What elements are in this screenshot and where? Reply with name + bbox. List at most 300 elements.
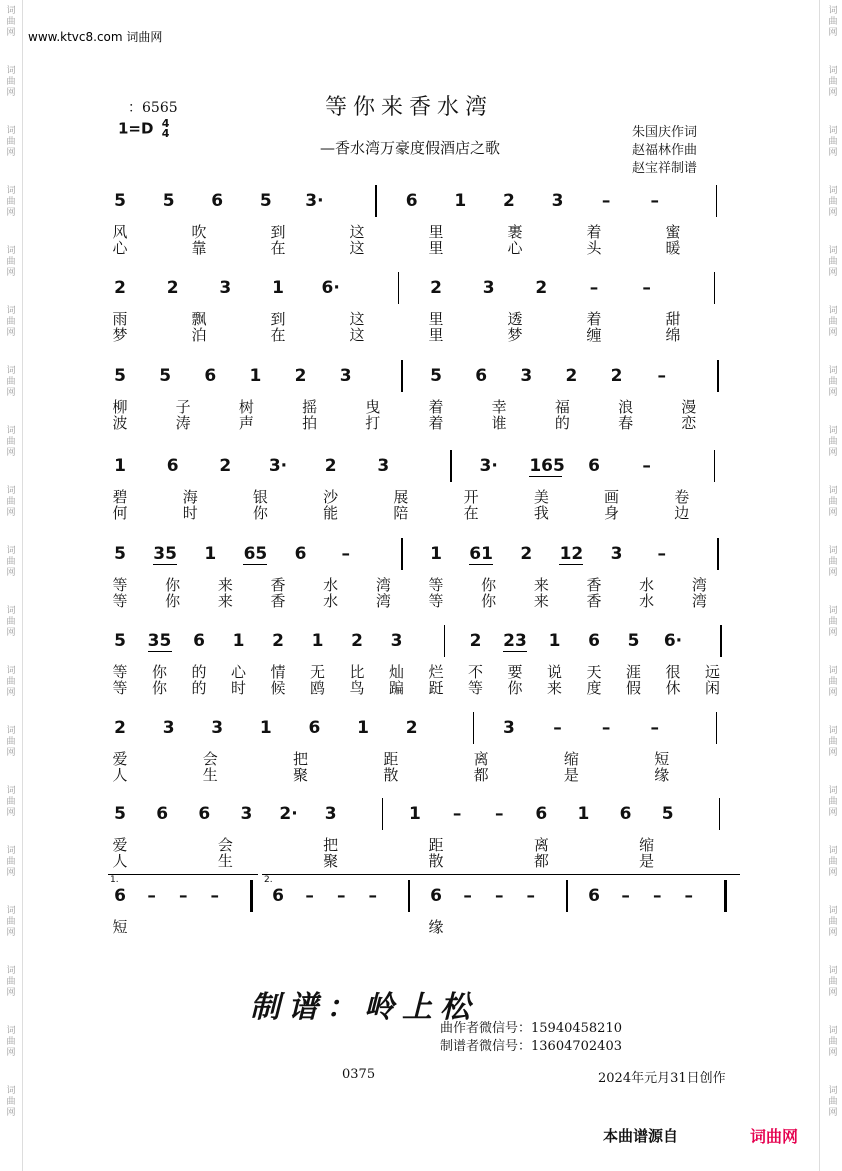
note: 35 bbox=[153, 544, 177, 564]
lyric: 假 bbox=[625, 679, 641, 697]
lyric: 等 bbox=[428, 576, 444, 594]
note: 61 bbox=[469, 544, 493, 564]
note: – bbox=[684, 886, 694, 906]
watermark-text: 词 曲 网 bbox=[828, 306, 838, 338]
note: 2 bbox=[503, 191, 515, 211]
lyric: 水 bbox=[323, 576, 339, 594]
lyric: 灿 bbox=[388, 663, 404, 681]
note: 6 bbox=[475, 366, 488, 386]
note: 2 bbox=[114, 278, 126, 298]
note: – bbox=[147, 886, 156, 906]
lyric: 香 bbox=[586, 576, 602, 594]
note: 1 bbox=[114, 456, 126, 476]
lyric: 你 bbox=[481, 576, 497, 594]
lyric: 透 bbox=[507, 310, 523, 328]
lyric: 恋 bbox=[681, 414, 697, 432]
lyric: 人 bbox=[112, 766, 128, 784]
lyric: 画 bbox=[604, 488, 620, 506]
watermark-text: 词 曲 网 bbox=[6, 126, 16, 158]
lyric: 香 bbox=[270, 592, 286, 610]
score-line bbox=[0, 712, 842, 792]
note: 6 bbox=[405, 191, 418, 211]
note: 2 bbox=[430, 278, 442, 298]
note: 2 bbox=[114, 718, 126, 738]
bar-line bbox=[716, 185, 718, 217]
lyric: 湾 bbox=[375, 592, 391, 610]
lyric: 你 bbox=[507, 679, 523, 697]
watermark-text: 词 曲 网 bbox=[6, 246, 16, 278]
lyric: 涛 bbox=[175, 414, 191, 432]
score-line bbox=[0, 450, 842, 530]
bar-line bbox=[714, 450, 716, 482]
watermark-text: 词 曲 网 bbox=[828, 1026, 838, 1058]
note: 3 bbox=[377, 456, 390, 476]
source-label: 本曲谱源自 bbox=[603, 1127, 679, 1145]
lyric: 距 bbox=[383, 750, 399, 768]
lyric: 你 bbox=[481, 592, 497, 610]
note: 2 bbox=[324, 456, 337, 476]
note: 5 bbox=[159, 366, 172, 386]
note: – bbox=[553, 718, 562, 738]
note: 6 bbox=[535, 804, 548, 824]
lyric: 不 bbox=[467, 663, 483, 681]
lyric: 拍 bbox=[302, 414, 318, 432]
lyric: 幸 bbox=[491, 398, 507, 416]
watermark-text: 词 曲 网 bbox=[6, 726, 16, 758]
lyric: 等 bbox=[428, 592, 444, 610]
note: – bbox=[642, 456, 651, 476]
lyric: 着 bbox=[428, 414, 444, 432]
note: 35 bbox=[147, 631, 172, 651]
lyric: 等 bbox=[467, 679, 483, 697]
lyric: 到 bbox=[270, 223, 286, 241]
lyric: 春 bbox=[618, 414, 634, 432]
lyric: 把 bbox=[323, 836, 339, 854]
bar-line bbox=[473, 712, 475, 744]
note: – bbox=[341, 544, 350, 564]
note: 3· bbox=[268, 456, 288, 476]
note: 6 bbox=[619, 804, 632, 824]
time-top: 4 bbox=[161, 117, 170, 130]
lyric: 等 bbox=[112, 592, 128, 610]
note: 3 bbox=[390, 631, 403, 651]
lyric: 爱 bbox=[112, 836, 128, 854]
lyric: 碧 bbox=[112, 488, 128, 506]
lyric: 烂 bbox=[428, 663, 444, 681]
note: 6 bbox=[198, 804, 211, 824]
lyric: 来 bbox=[217, 592, 233, 610]
note: 6 bbox=[114, 886, 126, 906]
lyric: 里 bbox=[428, 310, 444, 328]
note: 1 bbox=[430, 544, 442, 564]
score-line bbox=[0, 875, 842, 960]
note: 5 bbox=[259, 191, 272, 211]
lyric: 着 bbox=[586, 310, 602, 328]
lyric: 都 bbox=[533, 852, 549, 870]
note: 3 bbox=[240, 804, 253, 824]
note: 1 bbox=[357, 718, 369, 738]
note: – bbox=[650, 718, 660, 738]
lyric: 闲 bbox=[704, 679, 720, 697]
note: 2· bbox=[279, 804, 298, 824]
source-site-link[interactable]: 词曲网 bbox=[750, 1127, 799, 1146]
note: 3 bbox=[211, 718, 224, 738]
lyric: 心 bbox=[230, 663, 246, 681]
watermark-text: 词 曲 网 bbox=[828, 1086, 838, 1118]
lyric: 这 bbox=[349, 239, 365, 257]
note: 2 bbox=[351, 631, 363, 651]
lyric: 会 bbox=[202, 750, 218, 768]
lyric: 等 bbox=[112, 576, 128, 594]
lyric: 生 bbox=[217, 852, 233, 870]
lyric: 你 bbox=[165, 576, 181, 594]
lyric: 在 bbox=[270, 239, 286, 257]
lyric: 散 bbox=[428, 852, 444, 870]
watermark-text: 词 曲 网 bbox=[828, 6, 838, 38]
score-line bbox=[0, 625, 842, 705]
note: – bbox=[494, 804, 504, 824]
lyric: 聚 bbox=[293, 766, 309, 784]
site-header[interactable] bbox=[28, 28, 162, 45]
lyric: 蹁 bbox=[388, 679, 404, 697]
watermark-text: 词 曲 网 bbox=[6, 906, 16, 938]
lyric: 人 bbox=[112, 852, 128, 870]
watermark-text: 词 曲 网 bbox=[6, 306, 16, 338]
lyric: 候 bbox=[270, 679, 286, 697]
lyric: 离 bbox=[533, 836, 549, 854]
bar-line bbox=[382, 798, 384, 830]
note: 23 bbox=[503, 631, 527, 651]
watermark-text: 词 曲 网 bbox=[6, 366, 16, 398]
lyric: 缘 bbox=[654, 766, 670, 784]
note: 1 bbox=[548, 631, 561, 651]
lyric: 打 bbox=[365, 414, 381, 432]
lyric: 比 bbox=[349, 663, 365, 681]
note: – bbox=[336, 886, 346, 906]
watermark-text: 词 曲 网 bbox=[6, 486, 16, 518]
lyric: 摇 bbox=[302, 398, 318, 416]
lyric: 绵 bbox=[665, 326, 681, 344]
note: 6 bbox=[588, 456, 600, 476]
lyric: 度 bbox=[586, 679, 602, 697]
note: 2 bbox=[219, 456, 232, 476]
lyric: 能 bbox=[323, 504, 339, 522]
lyric: 等 bbox=[112, 663, 128, 681]
bar-line bbox=[717, 538, 719, 570]
site-name[interactable]: 词曲网 bbox=[126, 30, 163, 44]
lyric: 暖 bbox=[665, 239, 681, 257]
lyric: 银 bbox=[252, 488, 268, 506]
watermark-text: 词 曲 网 bbox=[828, 366, 838, 398]
note: 6· bbox=[663, 631, 683, 651]
lyric: 里 bbox=[428, 326, 444, 344]
contact-info bbox=[440, 1020, 622, 1056]
lyric: 在 bbox=[463, 504, 479, 522]
lyric: 这 bbox=[349, 326, 365, 344]
lyric: 会 bbox=[217, 836, 233, 854]
note: – bbox=[210, 886, 220, 906]
note: 5 bbox=[114, 631, 126, 651]
score-line bbox=[0, 185, 842, 265]
lyric: 短 bbox=[654, 750, 670, 768]
arranger-wechat: 制谱者微信号：13604702403 bbox=[440, 1039, 622, 1054]
lyric: 风 bbox=[112, 223, 128, 241]
watermark-text: 词 曲 网 bbox=[828, 906, 838, 938]
note: 6· bbox=[321, 278, 340, 298]
score-line bbox=[0, 360, 842, 440]
note: 6 bbox=[272, 886, 284, 906]
note: 5 bbox=[162, 191, 175, 211]
lyric: 远 bbox=[704, 663, 720, 681]
lyric: 水 bbox=[639, 592, 655, 610]
key-signature bbox=[118, 119, 169, 139]
bar-line bbox=[375, 185, 377, 217]
note: 2 bbox=[272, 631, 284, 651]
lyric: 沙 bbox=[323, 488, 339, 506]
lyric: 来 bbox=[533, 576, 549, 594]
lyric: 谁 bbox=[491, 414, 507, 432]
note: 165 bbox=[529, 456, 565, 476]
lyric: 湾 bbox=[691, 576, 707, 594]
note: 65 bbox=[243, 544, 268, 564]
lyric: 浪 bbox=[618, 398, 634, 416]
lyric: 卷 bbox=[674, 488, 690, 506]
lyric: 聚 bbox=[323, 852, 339, 870]
lyric: 陪 bbox=[393, 504, 409, 522]
volta-bracket: 2. bbox=[262, 874, 740, 889]
lyric: 梦 bbox=[507, 326, 523, 344]
note: 2 bbox=[469, 631, 482, 651]
lyric: 你 bbox=[151, 679, 167, 697]
lyric: 缘 bbox=[428, 918, 444, 936]
lyric: 裹 bbox=[507, 223, 523, 241]
note: 3 bbox=[551, 191, 564, 211]
note: 5 bbox=[430, 366, 442, 386]
lyric: 散 bbox=[383, 766, 399, 784]
song-title: 等你来香水湾 bbox=[325, 95, 494, 120]
note: – bbox=[463, 886, 472, 906]
note: 6 bbox=[166, 456, 179, 476]
lyric: 海 bbox=[182, 488, 198, 506]
note: 5 bbox=[114, 804, 126, 824]
lyric: 你 bbox=[165, 592, 181, 610]
note: – bbox=[452, 804, 462, 824]
lyric: 着 bbox=[586, 223, 602, 241]
lyric: 里 bbox=[428, 223, 444, 241]
key-label: 1=D bbox=[118, 119, 154, 138]
note: 5 bbox=[627, 631, 640, 651]
watermark-text: 词 曲 网 bbox=[828, 966, 838, 998]
lyric: 美 bbox=[533, 488, 549, 506]
lyric: 漫 bbox=[681, 398, 697, 416]
watermark-text: 词 曲 网 bbox=[828, 426, 838, 458]
lyric: 鸟 bbox=[349, 679, 365, 697]
lyric: 你 bbox=[252, 504, 268, 522]
lyric: 声 bbox=[238, 414, 254, 432]
lyric: 吹 bbox=[191, 223, 207, 241]
lyric: 香 bbox=[586, 592, 602, 610]
lyric: 都 bbox=[473, 766, 489, 784]
note: 2 bbox=[294, 366, 307, 386]
lyric: 曳 bbox=[365, 398, 381, 416]
bar-line bbox=[716, 712, 718, 744]
watermark-text: 词 曲 网 bbox=[828, 786, 838, 818]
note: 2 bbox=[166, 278, 179, 298]
note: 12 bbox=[559, 544, 584, 564]
score-code: ：6565 bbox=[128, 100, 178, 116]
site-url[interactable]: www.ktvc8.com bbox=[28, 30, 123, 44]
lyric: 树 bbox=[238, 398, 254, 416]
note: 1 bbox=[454, 191, 467, 211]
lyric: 边 bbox=[674, 504, 690, 522]
note: – bbox=[601, 718, 611, 738]
note: 3 bbox=[503, 718, 515, 738]
note: 3 bbox=[219, 278, 232, 298]
lyric: 心 bbox=[112, 239, 128, 257]
score-line bbox=[0, 538, 842, 618]
note: – bbox=[368, 886, 378, 906]
score-line bbox=[0, 798, 842, 878]
lyric: 休 bbox=[665, 679, 681, 697]
note: – bbox=[178, 886, 188, 906]
watermark-text: 词 曲 网 bbox=[828, 726, 838, 758]
lyric: 来 bbox=[217, 576, 233, 594]
lyric: 说 bbox=[546, 663, 562, 681]
note: 1 bbox=[204, 544, 217, 564]
note: 6 bbox=[430, 886, 442, 906]
time-signature bbox=[162, 119, 170, 139]
watermark-text: 词 曲 网 bbox=[6, 6, 16, 38]
note: – bbox=[657, 544, 666, 564]
note: 6 bbox=[588, 886, 600, 906]
note: 3 bbox=[520, 366, 533, 386]
note: 3 bbox=[162, 718, 175, 738]
lyric: 身 bbox=[604, 504, 620, 522]
lyric: 是 bbox=[563, 766, 579, 784]
watermark-text: 词 曲 网 bbox=[828, 606, 838, 638]
lyric: 我 bbox=[533, 504, 549, 522]
lyric: 何 bbox=[112, 504, 128, 522]
watermark-text: 词 曲 网 bbox=[6, 666, 16, 698]
lyric: 开 bbox=[463, 488, 479, 506]
song-subtitle: —香水湾万豪度假酒店之歌 bbox=[320, 139, 501, 157]
lyric: 靠 bbox=[191, 239, 207, 257]
watermark-text: 词 曲 网 bbox=[6, 546, 16, 578]
note: 3 bbox=[482, 278, 495, 298]
score-number: 0375 bbox=[342, 1067, 376, 1082]
bar-line bbox=[450, 450, 452, 482]
note: 6 bbox=[211, 191, 224, 211]
note: 6 bbox=[588, 631, 600, 651]
note: 5 bbox=[114, 191, 126, 211]
lyric: 情 bbox=[270, 663, 286, 681]
note: 2 bbox=[405, 718, 418, 738]
lyric: 把 bbox=[293, 750, 309, 768]
lyric: 水 bbox=[323, 592, 339, 610]
watermark-text: 词 曲 网 bbox=[828, 126, 838, 158]
volta-bracket: 1. bbox=[108, 874, 258, 889]
score-line bbox=[0, 272, 842, 352]
lyric: 飘 bbox=[191, 310, 207, 328]
note: – bbox=[642, 278, 651, 298]
note: – bbox=[589, 278, 599, 298]
lyric: 爱 bbox=[112, 750, 128, 768]
note: 1 bbox=[259, 718, 272, 738]
bar-line bbox=[717, 360, 719, 392]
note: 3 bbox=[324, 804, 337, 824]
creation-date: 2024年元月31日创作 bbox=[598, 1071, 726, 1086]
bar-line bbox=[720, 625, 722, 657]
watermark-text: 词 曲 网 bbox=[828, 186, 838, 218]
watermark-text: 词 曲 网 bbox=[6, 966, 16, 998]
note: 6 bbox=[193, 631, 205, 651]
note: 6 bbox=[294, 544, 307, 564]
lyric: 很 bbox=[665, 663, 681, 681]
note: 1 bbox=[311, 631, 324, 651]
lyric: 展 bbox=[393, 488, 409, 506]
lyric: 甜 bbox=[665, 310, 681, 328]
bar-line bbox=[444, 625, 446, 657]
lyric: 要 bbox=[507, 663, 523, 681]
watermark-text: 词 曲 网 bbox=[828, 66, 838, 98]
note: – bbox=[650, 191, 660, 211]
note: 6 bbox=[156, 804, 169, 824]
lyric: 距 bbox=[428, 836, 444, 854]
watermark-text: 词 曲 网 bbox=[828, 666, 838, 698]
lyric: 时 bbox=[182, 504, 198, 522]
note: 6 bbox=[308, 718, 321, 738]
watermark-text: 词 曲 网 bbox=[828, 246, 838, 278]
note: 1 bbox=[232, 631, 245, 651]
lyric: 心 bbox=[507, 239, 523, 257]
watermark-text: 词 曲 网 bbox=[828, 846, 838, 878]
lyric: 涯 bbox=[625, 663, 641, 681]
watermark-text: 词 曲 网 bbox=[6, 1086, 16, 1118]
note: – bbox=[601, 191, 611, 211]
note: 5 bbox=[661, 804, 674, 824]
composer-wechat: 曲作者微信号：15940458210 bbox=[440, 1021, 622, 1036]
lyric: 是 bbox=[639, 852, 655, 870]
note: 3 bbox=[339, 366, 352, 386]
arranger-signature: 制谱：岭上松 bbox=[250, 990, 478, 1025]
watermark-text: 词 曲 网 bbox=[6, 786, 16, 818]
lyric: 里 bbox=[428, 239, 444, 257]
note: 2 bbox=[565, 366, 578, 386]
watermark-text: 词 曲 网 bbox=[828, 486, 838, 518]
lyric: 跹 bbox=[428, 679, 444, 697]
note: 2 bbox=[535, 278, 548, 298]
lyric: 湾 bbox=[375, 576, 391, 594]
note: – bbox=[494, 886, 504, 906]
lyric: 你 bbox=[151, 663, 167, 681]
lyric: 梦 bbox=[112, 326, 128, 344]
lyric: 波 bbox=[112, 414, 128, 432]
lyric: 缠 bbox=[586, 326, 602, 344]
note: – bbox=[526, 886, 536, 906]
note: 1 bbox=[249, 366, 262, 386]
lyric: 着 bbox=[428, 398, 444, 416]
watermark-text: 词 曲 网 bbox=[6, 606, 16, 638]
lyric: 时 bbox=[230, 679, 246, 697]
note: 2 bbox=[610, 366, 623, 386]
note: – bbox=[305, 886, 314, 906]
lyric: 水 bbox=[639, 576, 655, 594]
lyric: 生 bbox=[202, 766, 218, 784]
watermark-text: 词 曲 网 bbox=[6, 66, 16, 98]
lyric: 头 bbox=[586, 239, 602, 257]
note: 3· bbox=[479, 456, 498, 476]
lyric: 湾 bbox=[691, 592, 707, 610]
